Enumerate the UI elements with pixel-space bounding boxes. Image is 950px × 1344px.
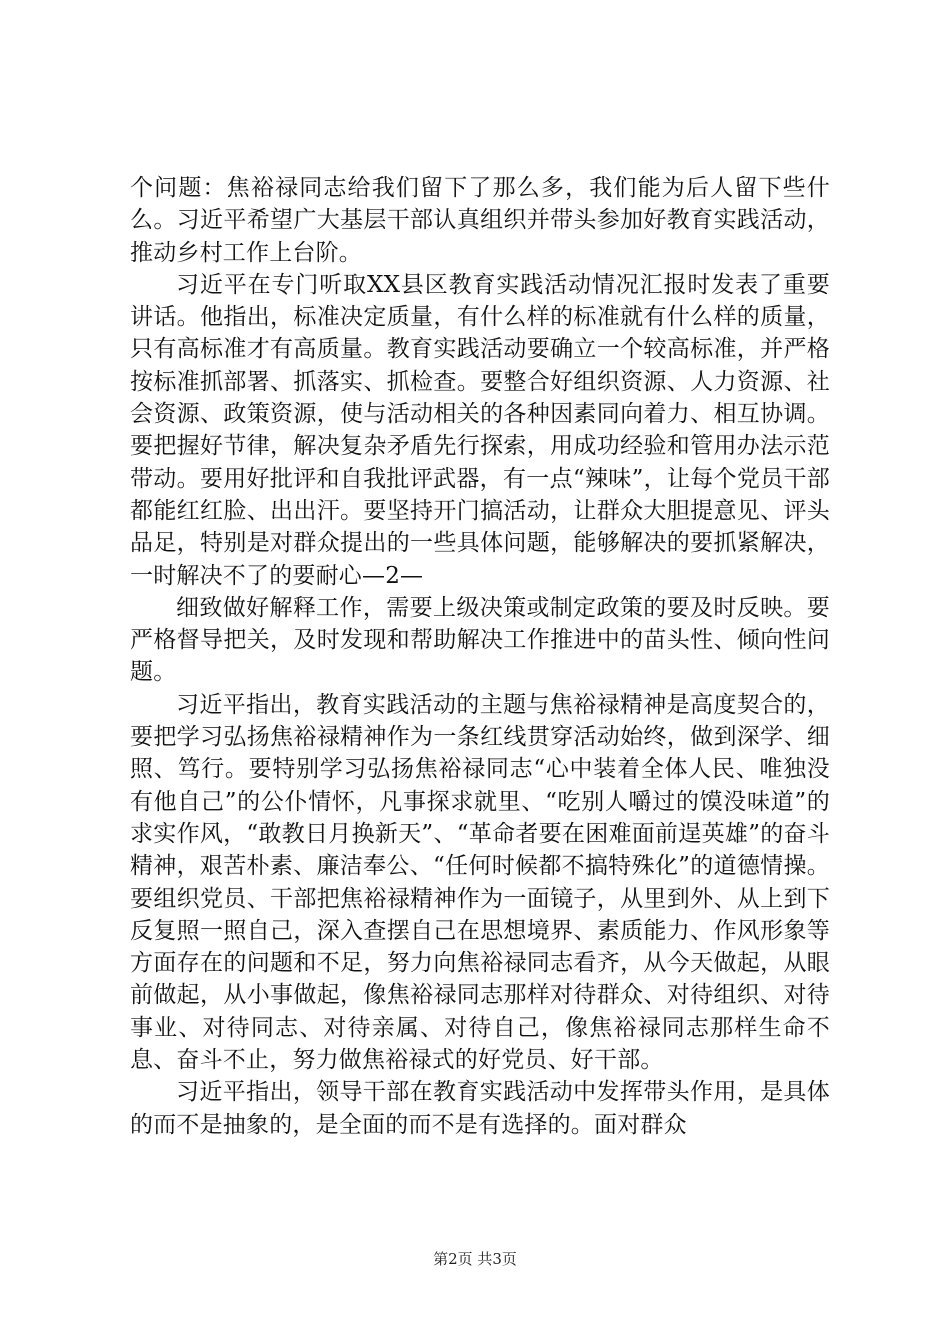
paragraph-2: 习近平在专门听取XX县区教育实践活动情况汇报时发表了重要讲话。他指出，标准决定质量，有什么样的标准就有什么样的质量，只有高标准才有高质量。教育实践活动要确立一个较高标准，并严格按标准抓部署、抓落实、抓检查。要整合好组织资源、人力资源、社会资源、政策资源，使与活动相关的各种因素同向着力、相互协调。要把握好节律，解决复杂矛盾先行探索，用成功经验和管用办法示范带动。要用好批评和自我批评武器，有一点“辣味”，让每个党员干部都能红红脸、出出汗。要坚持开门搞活动，让群众大胆提意见、评头品足，特别是对群众提出的一些具体问题，能够解决的要抓紧解决，一时解决不了的要耐心—2— — [130, 271, 830, 589]
paragraph-3: 细致做好解释工作，需要上级决策或制定政策的要及时反映。要严格督导把关，及时发现和帮助解决工作推进中的苗头性、倾向性问题。 — [130, 594, 830, 686]
paragraph-4: 习近平指出，教育实践活动的主题与焦裕禄精神是高度契合的，要把学习弘扬焦裕禄精神作为一条红线贯穿活动始终，做到深学、细照、笃行。要特别学习弘扬焦裕禄同志“心中装着全体人民、唯独没有他自己”的公仆情怀，凡事探求就里、“吃别人嚼过的馍没味道”的求实作风，“敢教日月换新天”、“革命者要在困难面前逞英雄”的奋斗精神，艰苦朴素、廉洁奉公、“任何时候都不搞特殊化”的道德情操。要组织党员、干部把焦裕禄精神作为一面镜子，从里到外、从上到下反复照一照自己，深入查摆自己在思想境界、素质能力、作风形象等方面存在的问题和不足，努力向焦裕禄同志看齐，从今天做起，从眼前做起，从小事做起，像焦裕禄同志那样对待群众、对待组织、对待事业、对待同志、对待亲属、对待自己，像焦裕禄同志那样生命不息、奋斗不止，努力做焦裕禄式的好党员、好干部。 — [130, 691, 830, 1074]
paragraph-1: 个问题：焦裕禄同志给我们留下了那么多，我们能为后人留下些什么。习近平希望广大基层干部认真组织并带头参加好教育实践活动，推动乡村工作上台阶。 — [130, 175, 830, 266]
page-footer — [0, 1248, 950, 1269]
page-number: 第2页 共3页 — [433, 1250, 517, 1268]
paragraph-5: 习近平指出，领导干部在教育实践活动中发挥带头作用，是具体的而不是抽象的，是全面的而不是有选择的。面对群众 — [130, 1079, 830, 1138]
document-body — [130, 172, 830, 1141]
